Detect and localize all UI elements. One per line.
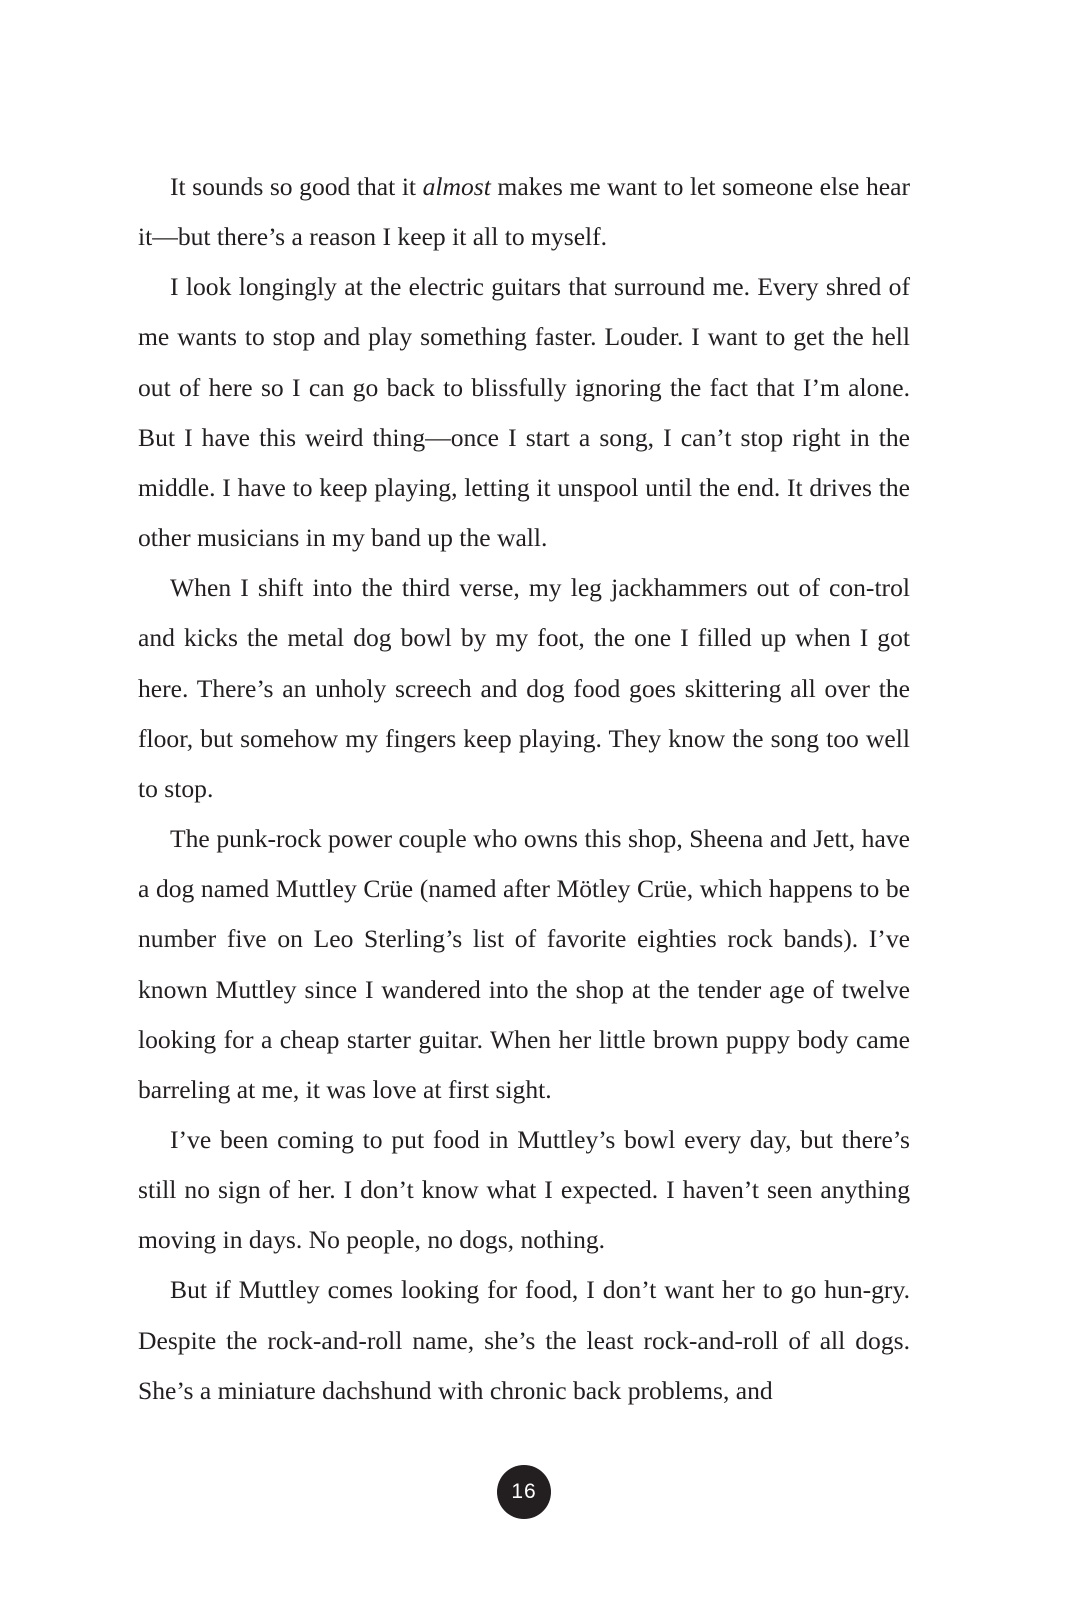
paragraph [138,1115,910,1265]
text-run: I’ve been coming to put food in Muttley’s bowl every day, but there’s still no sign of her. I don’t know what I expected. I haven’t seen anything moving in days. No people, no dogs, nothing. [138,1124,910,1255]
text-run: The punk-rock power couple who owns this shop, Sheena and Jett, have a dog named Muttley Crüe (named after Mötley Crüe, which happens to be number five on Leo Sterling’s list of favorite eighties rock bands). I’ve known Muttley since I wandered into the shop at the tender age of twelve looking for a cheap starter guitar. When her little brown puppy body came barreling at me, it was love at first sight. [138,824,910,1104]
paragraph [138,814,910,1115]
text-run: makes me want to let someone else hear it—but there’s a reason I keep it all to myself. [138,172,910,252]
body-text [138,162,910,1416]
paragraph [138,563,910,814]
italic-text-run: almost [422,172,491,201]
text-run: But if Muttley comes looking for food, I don’t want her to go hun-gry. Despite the rock-and-roll name, she’s the least rock-and-roll of all dogs. She’s a miniature dachshund with chronic back problems, and [138,1275,910,1405]
page-number-badge: 16 [497,1465,551,1519]
paragraph [138,262,910,563]
paragraph [138,162,910,262]
text-run: When I shift into the third verse, my leg jackhammers out of con-trol and kicks the metal dog bowl by my foot, the one I filled up when I got here. There’s an unholy screech and dog food goes skittering all over the floor, but somehow my fingers keep playing. They know the song too well to stop. [138,573,910,803]
text-run: It sounds so good that it [170,172,423,201]
paragraph [138,1265,910,1415]
text-run: I look longingly at the electric guitars that surround me. Every shred of me wants to stop and play something faster. Louder. I want to get the hell out of here so I can go back to blissfully ignoring the fact that I’m alone. But I have this weird thing—once I start a song, I can’t stop right in the middle. I have to keep playing, letting it unspool until the end. It drives the other musicians in my band up the wall. [138,272,910,553]
